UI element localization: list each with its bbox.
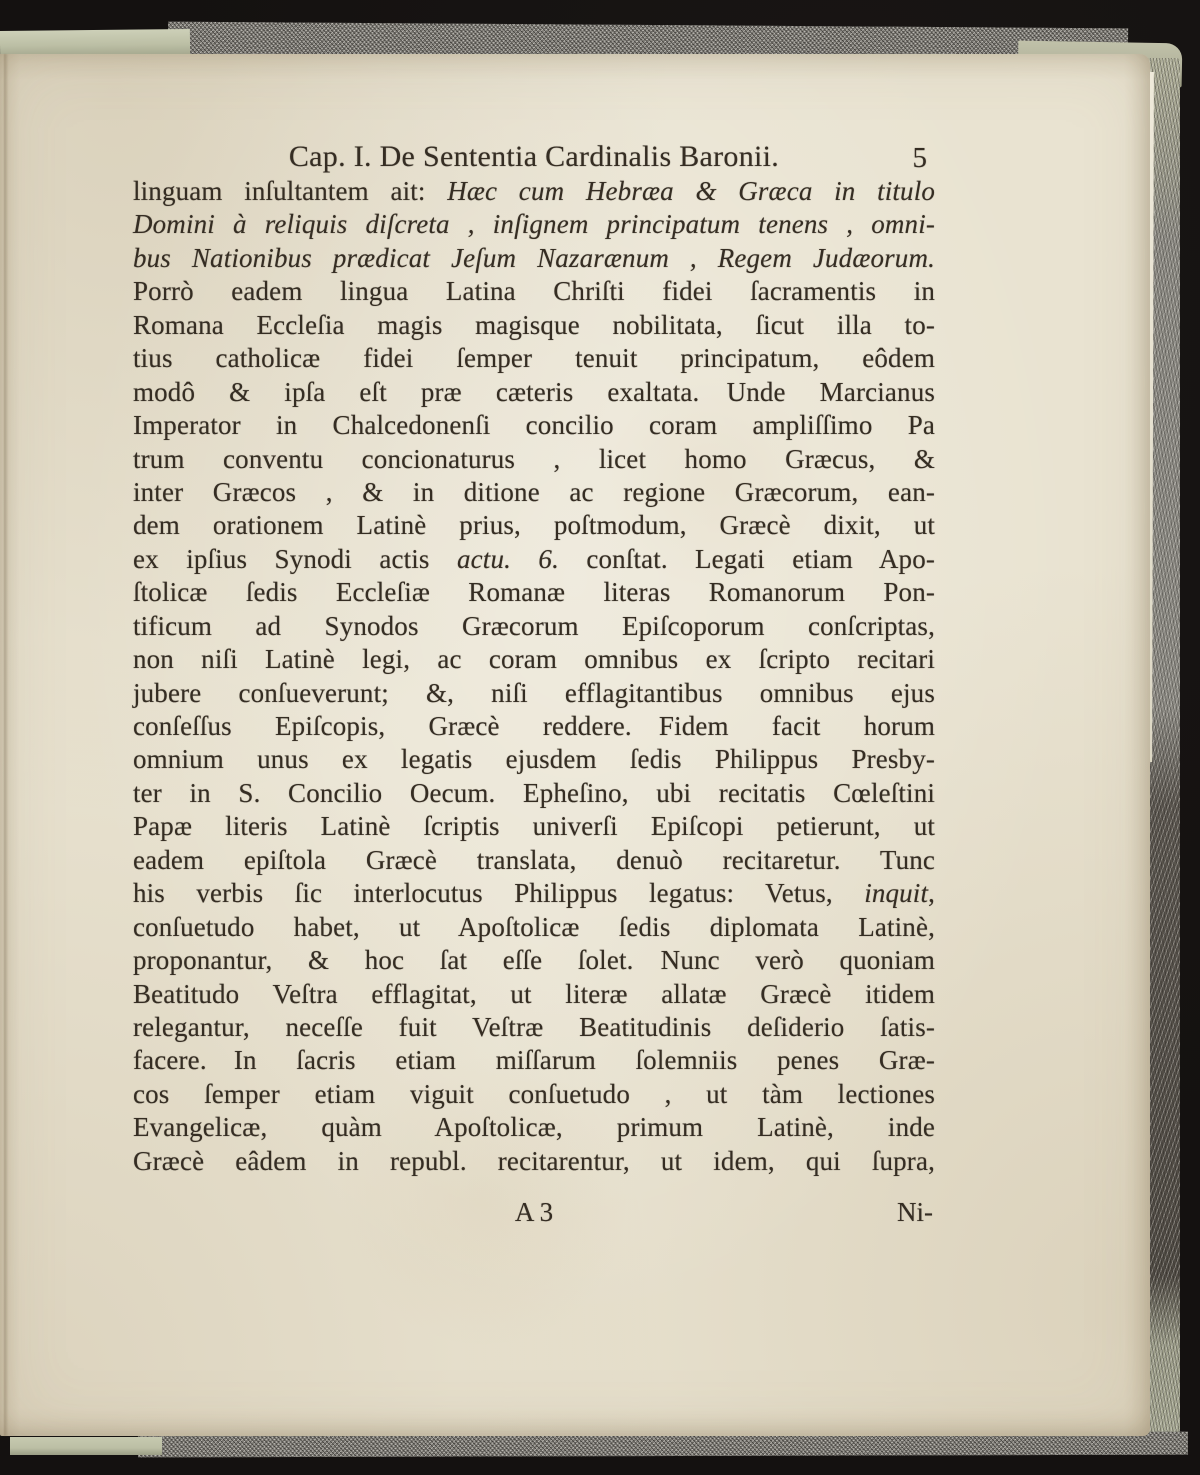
roman-run: linguam inſultantem ait: [133, 176, 448, 206]
roman-run: non niſi Latinè legi, ac coram omnibus ex ſcripto recitari [133, 644, 935, 675]
roman-run: tius catholicæ fidei ſemper tenuit principatum, eôdem [133, 343, 935, 374]
text-line [133, 175, 935, 208]
catchword: Ni- [897, 1197, 933, 1227]
roman-run: relegantur, neceſſe fuit Veſtræ Beatitudinis deſiderio ſatis- [133, 1011, 935, 1042]
text-line [133, 576, 935, 609]
roman-run: facere. In ſacris etiam miſſarum ſolemniis penes Græ- [133, 1045, 935, 1076]
text-line [133, 242, 935, 275]
text-line [133, 208, 935, 241]
page-left-crease [4, 54, 8, 1436]
text-line [133, 710, 935, 743]
roman-run: conſuetudo habet, ut Apoſtolicæ ſedis diplomata Latinè, [133, 911, 935, 942]
text-line [133, 677, 935, 710]
book-page [0, 54, 1150, 1436]
roman-run: inter Græcos , & in ditione ac regione Græcorum, ean- [133, 476, 935, 507]
roman-run: tificum ad Synodos Græcorum Epiſcoporum conſcriptas, [133, 610, 935, 641]
italic-run: Domini à reliquis diſcreta , inſignem principatum tenens , omni- [133, 209, 935, 240]
roman-run: Papæ literis Latinè ſcriptis univerſi Epiſcopi petierunt, ut [133, 811, 935, 842]
binding-strip-bottom-left [10, 1437, 162, 1455]
text-line [133, 1111, 935, 1144]
roman-run: his verbis ſic interlocutus Philippus legatus: Vetus, [133, 878, 865, 909]
italic-run: actu. 6. [457, 543, 559, 574]
roman-run: eadem epiſtola Græcè translata, denuò recitaretur. Tunc [133, 844, 935, 875]
text-line [133, 743, 935, 776]
text-line [133, 309, 935, 342]
italic-run: bus Nationibus prædicat Jeſum Nazarænum , Regem Judæorum. [133, 242, 935, 273]
signature-mark: A 3 [514, 1197, 554, 1227]
italic-run: inquit [864, 878, 929, 909]
text-line [133, 1078, 935, 1111]
text-line [133, 543, 935, 576]
roman-run: ex ipſius Synodi actis [133, 543, 458, 574]
text-line [133, 376, 935, 409]
text-line [133, 1044, 935, 1077]
text-line [133, 610, 935, 643]
text-line [133, 844, 935, 877]
text-line [133, 275, 935, 308]
text-line [133, 1145, 935, 1178]
roman-run: dem orationem Latinè prius, poſtmodum, Græcè dixit, ut [133, 510, 935, 541]
roman-run: Evangelicæ, quàm Apoſtolicæ, primum Latinè, inde [133, 1112, 935, 1143]
page-header [133, 140, 935, 176]
page-footer [133, 1196, 935, 1230]
text-line [133, 476, 935, 509]
roman-run: jubere conſueverunt; &, niſi efflagitantibus omnibus ejus [133, 677, 935, 708]
text-line [133, 409, 935, 442]
text-line [133, 1011, 935, 1044]
text-line [133, 777, 935, 810]
text-line [133, 911, 935, 944]
text-line [133, 877, 935, 910]
roman-run: Imperator in Chalcedonenſi concilio coram ampliſſimo Pa [133, 410, 935, 441]
roman-run: omnium unus ex legatis ejusdem ſedis Philippus Presby- [133, 744, 935, 775]
text-line [133, 443, 935, 476]
roman-run: trum conventu concionaturus , licet homo Græcus, & [133, 443, 935, 474]
text-line [133, 509, 935, 542]
text-line [133, 643, 935, 676]
roman-run: cos ſemper etiam viguit conſuetudo , ut tàm lectiones [133, 1078, 935, 1109]
roman-run: ſtolicæ ſedis Eccleſiæ Romanæ literas Romanorum Pon- [133, 577, 935, 608]
roman-run: proponantur, & hoc ſat eſſe ſolet. Nunc verò quoniam [133, 945, 935, 976]
page-number: 5 [912, 142, 927, 174]
chapter-heading: Cap. I. De Sententia Cardinalis Baronii. [288, 140, 780, 173]
roman-run: , [928, 878, 935, 909]
roman-run: Porrò eadem lingua Latina Chriſti fidei ſacramentis in [133, 276, 935, 307]
text-line [133, 944, 935, 977]
roman-run: modô & ipſa eſt præ cæteris exaltata. Unde Marcianus [133, 376, 935, 407]
roman-run: conſeſſus Epiſcopis, Græcè reddere. Fidem facit horum [133, 711, 935, 741]
roman-run: Beatitudo Veſtra efflagitat, ut literæ allatæ Græcè itidem [133, 978, 935, 1009]
text-line [133, 978, 935, 1011]
roman-run: Græcè eâdem in republ. recitarentur, ut idem, qui ſupra, [133, 1145, 935, 1176]
italic-run: Hæc cum Hebræa & Græca in titulo [447, 176, 936, 206]
roman-run: conſtat. Legati etiam Apo- [558, 543, 935, 574]
body-text [133, 175, 935, 1178]
roman-run: Romana Eccleſia magis magisque nobilitata, ſicut illa to- [133, 309, 935, 340]
roman-run: ter in S. Concilio Oecum. Epheſino, ubi recitatis Cœleſtini [133, 777, 935, 808]
text-line [133, 342, 935, 375]
text-line [133, 810, 935, 843]
